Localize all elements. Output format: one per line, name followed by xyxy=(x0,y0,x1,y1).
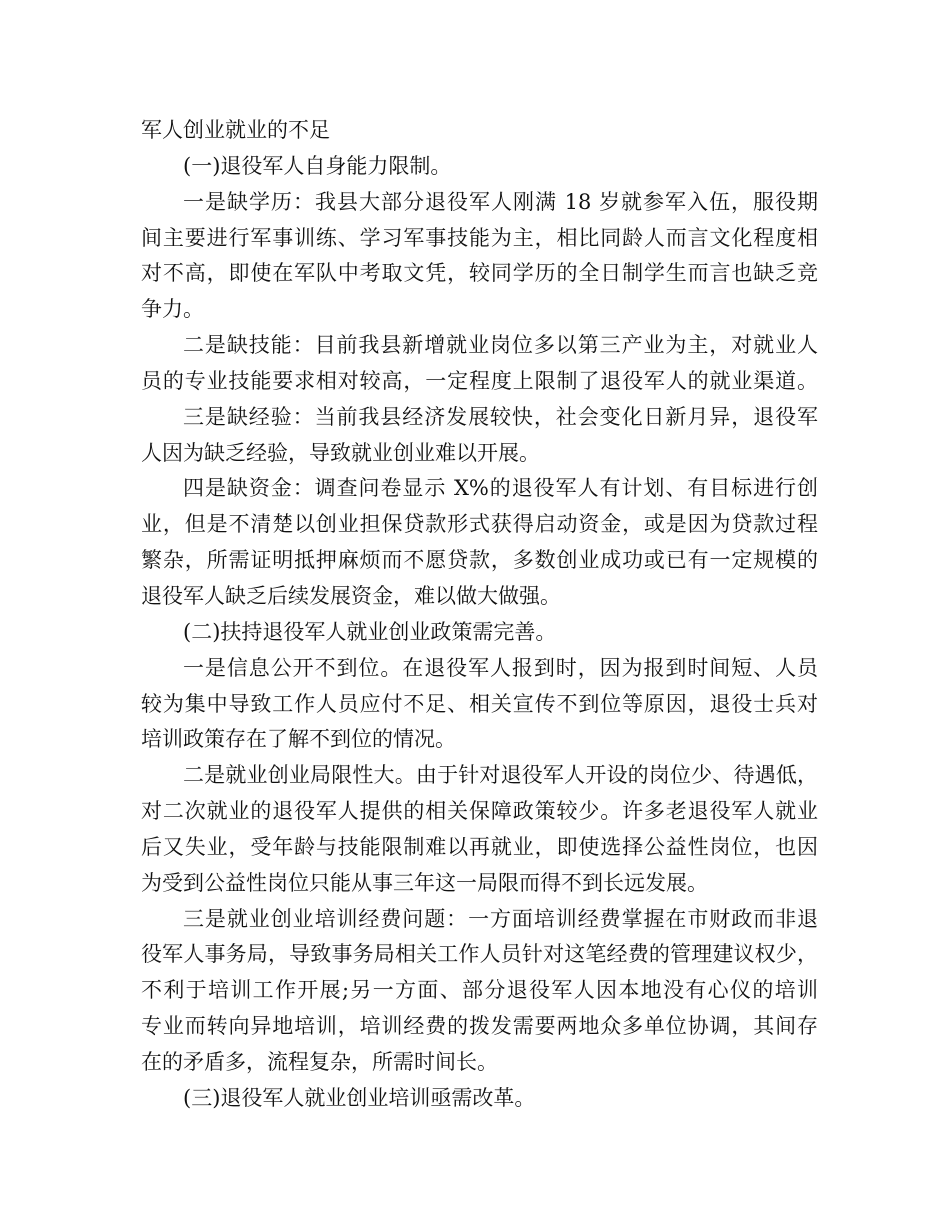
text-line: 业，但是不清楚以创业担保贷款形式获得启动资金，或是因为贷款过程 xyxy=(141,512,818,537)
paragraph xyxy=(141,471,818,614)
section-heading xyxy=(141,149,818,185)
text-line: 后又失业，受年龄与技能限制难以再就业，即使选择公益性岗位，也因 xyxy=(141,834,818,859)
text-line: 间主要进行军事训练、学习军事技能为主，相比同龄人而言文化程度相 xyxy=(141,225,818,250)
section-heading xyxy=(141,1081,818,1117)
text-line: 繁杂，所需证明抵押麻烦而不愿贷款，多数创业成功或已有一定规模的 xyxy=(141,548,818,573)
text-line: 一是缺学历：我县大部分退役军人刚满 18 岁就参军入伍，服役期 xyxy=(183,189,818,214)
text-line: 对不高，即使在军队中考取文凭，较同学历的全日制学生而言也缺乏竞 xyxy=(141,261,818,286)
text-line: 较为集中导致工作人员应付不足、相关宣传不到位等原因，退役士兵对 xyxy=(141,691,818,716)
text-line: 三是就业创业培训经费问题：一方面培训经费掌握在市财政而非退 xyxy=(183,906,818,931)
text-line: 员的专业技能要求相对较高，一定程度上限制了退役军人的就业渠道。 xyxy=(141,368,818,393)
paragraph xyxy=(141,328,818,400)
document-body xyxy=(141,113,818,1117)
section-heading-text: (二)扶持退役军人就业创业政策需完善。 xyxy=(183,619,557,644)
text-line: 四是缺资金：调查问卷显示 X%的退役军人有计划、有目标进行创 xyxy=(183,476,818,501)
text-line: 退役军人缺乏后续发展资金，难以做大做强。 xyxy=(141,583,561,608)
text-line: 一是信息公开不到位。在退役军人报到时，因为报到时间短、人员 xyxy=(183,655,818,680)
paragraph xyxy=(141,902,818,1081)
text-line: 不利于培训工作开展;另一方面、部分退役军人因本地没有心仪的培训 xyxy=(141,978,818,1003)
section-heading-text: (三)退役军人就业创业培训亟需改革。 xyxy=(183,1085,536,1110)
text-line: 三是缺经验：当前我县经济发展较快，社会变化日新月异，退役军 xyxy=(183,404,818,429)
section-heading-text: (一)退役军人自身能力限制。 xyxy=(183,153,452,178)
text-line: 二是缺技能：目前我县新增就业岗位多以第三产业为主，对就业人 xyxy=(183,333,818,358)
text-line: 培训政策存在了解不到位的情况。 xyxy=(141,727,456,752)
text-line: 在的矛盾多，流程复杂，所需时间长。 xyxy=(141,1049,498,1074)
text-line: 军人创业就业的不足 xyxy=(141,118,330,142)
text-line: 二是就业创业局限性大。由于针对退役军人开设的岗位少、待遇低， xyxy=(183,763,818,788)
text-line: 人因为缺乏经验，导致就业创业难以开展。 xyxy=(141,440,540,465)
paragraph xyxy=(141,185,818,328)
text-line: 争力。 xyxy=(141,297,204,322)
text-line: 对二次就业的退役军人提供的相关保障政策较少。许多老退役军人就业 xyxy=(141,799,818,824)
text-line: 专业而转向异地培训，培训经费的拨发需要两地众多单位协调，其间存 xyxy=(141,1014,818,1039)
paragraph xyxy=(141,758,818,901)
paragraph xyxy=(141,113,818,149)
section-heading xyxy=(141,615,818,651)
paragraph xyxy=(141,400,818,472)
text-line: 为受到公益性岗位只能从事三年这一局限而得不到长远发展。 xyxy=(141,870,708,895)
paragraph xyxy=(141,651,818,759)
text-line: 役军人事务局，导致事务局相关工作人员针对这笔经费的管理建议权少， xyxy=(141,942,818,967)
